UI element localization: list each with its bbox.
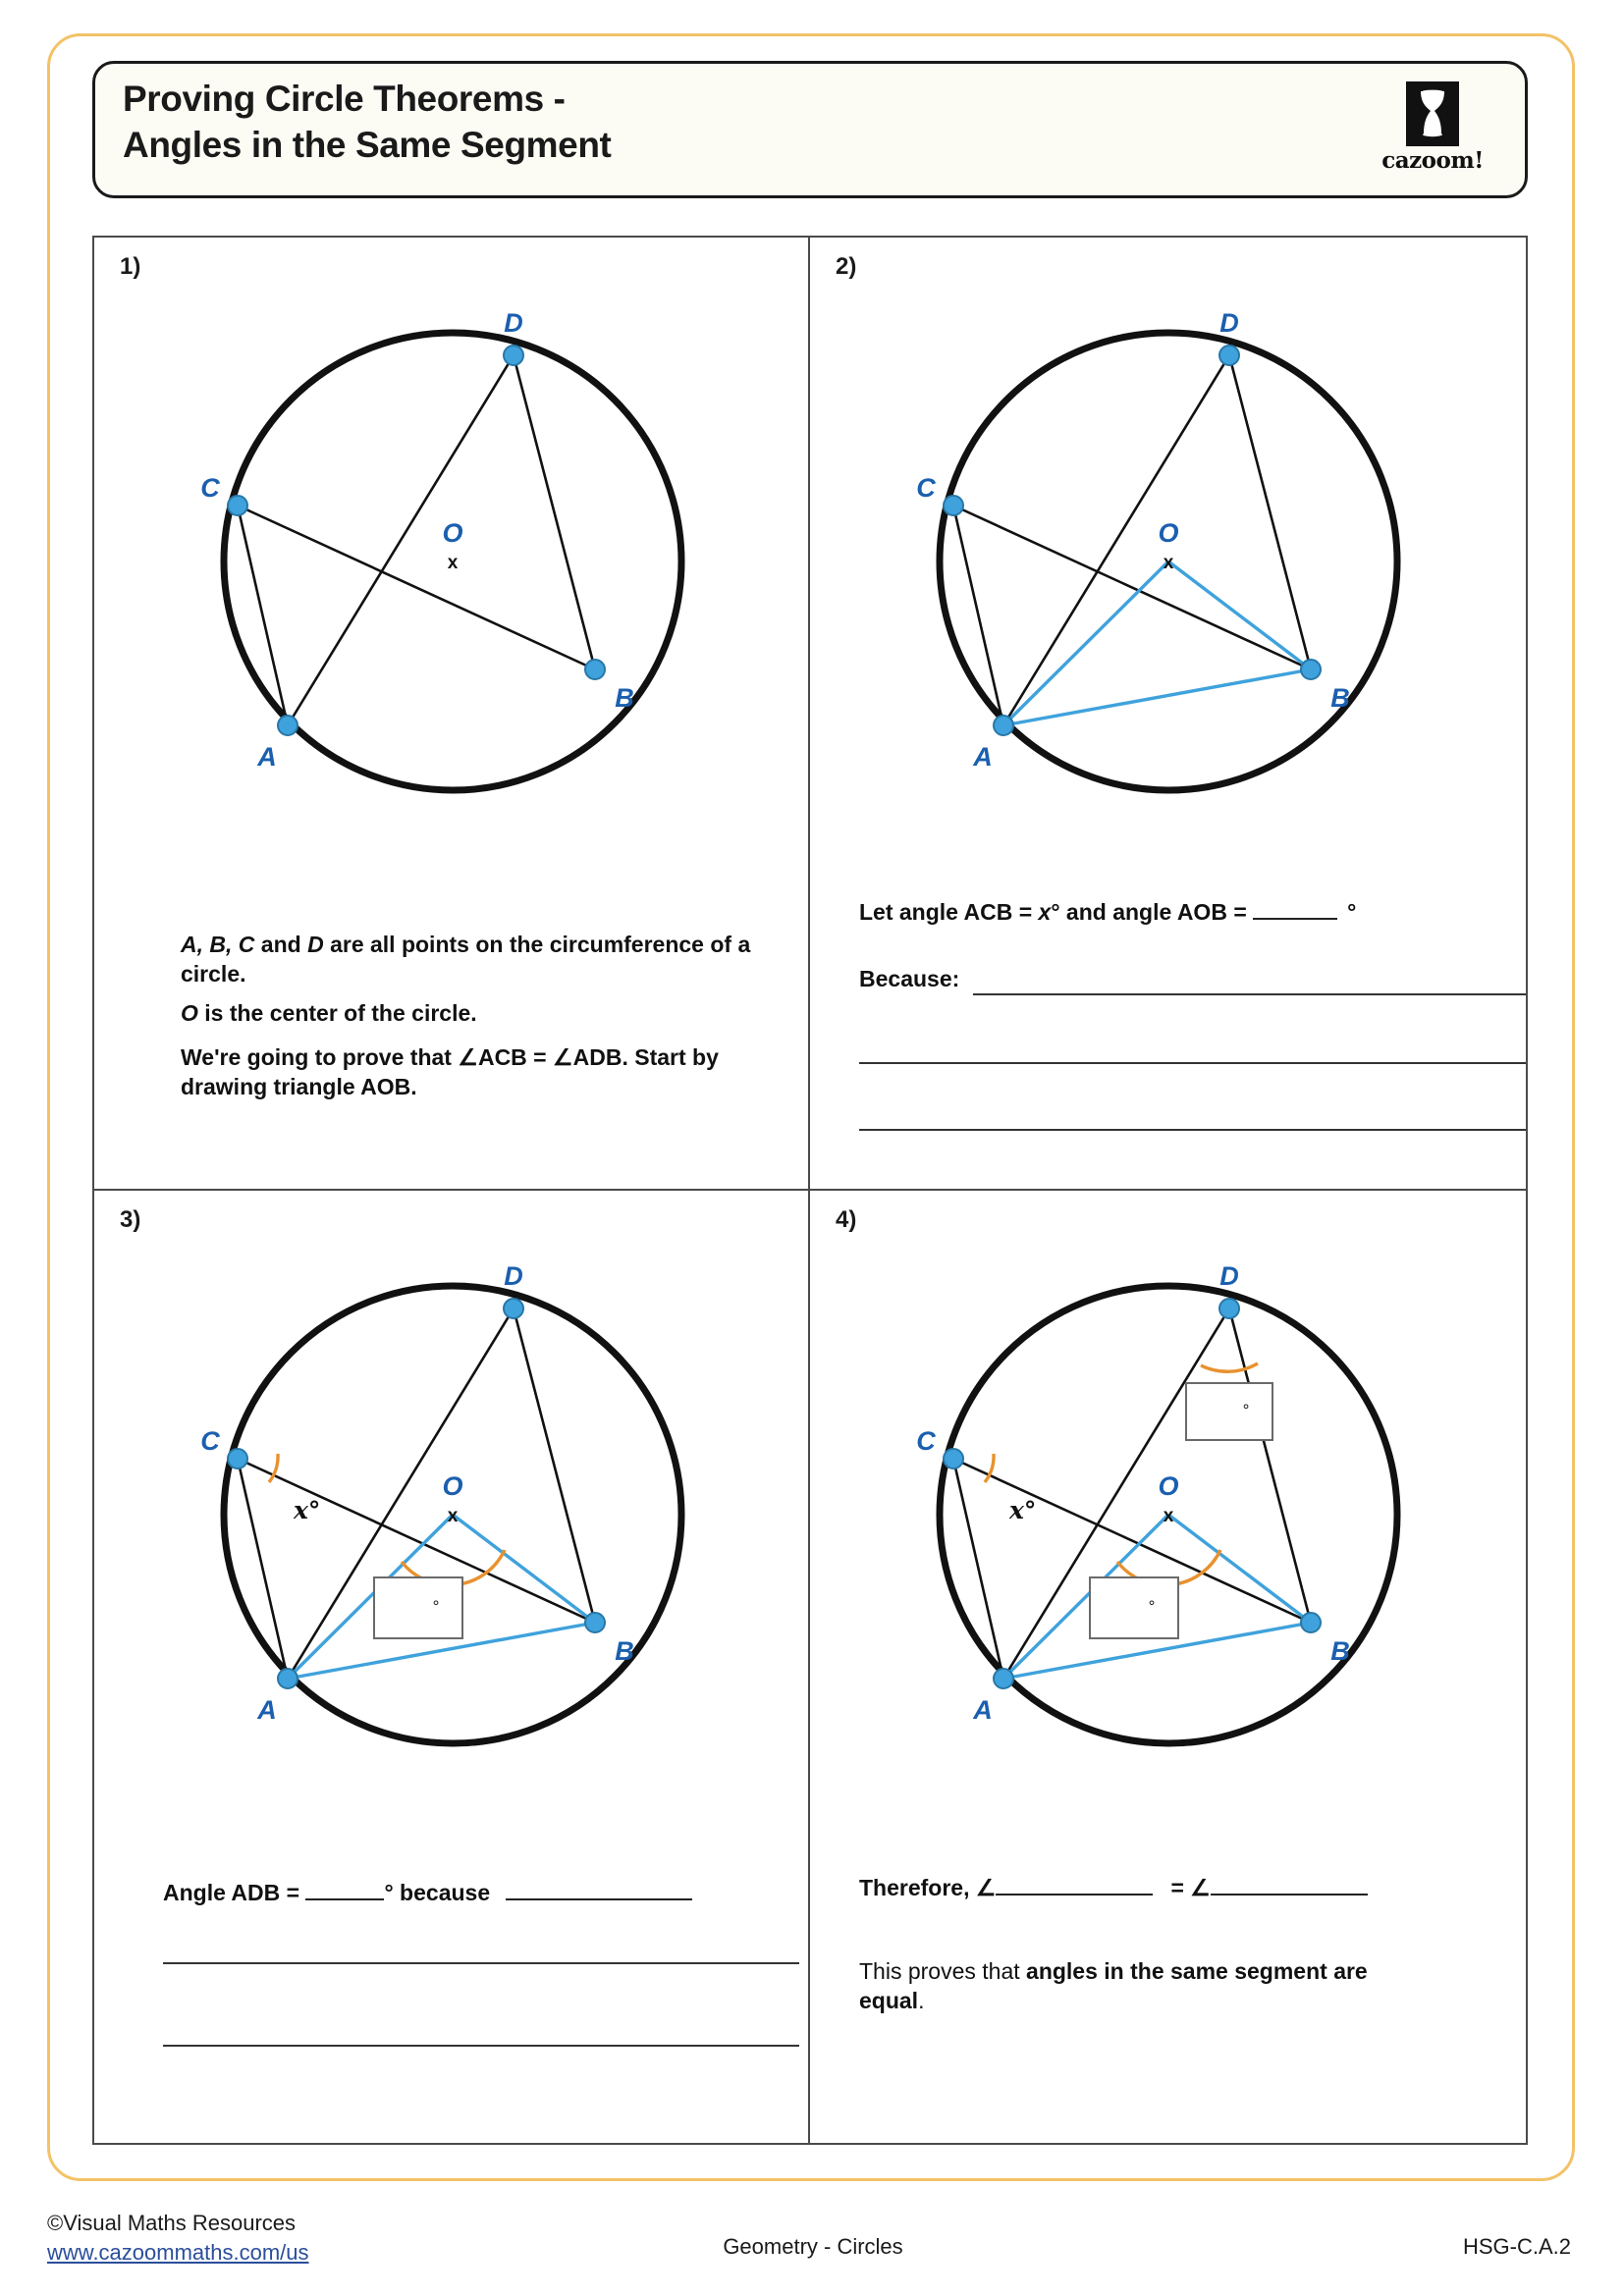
point-label-o: O	[1158, 518, 1179, 548]
point-label-o: O	[442, 518, 463, 548]
point-c	[228, 1449, 247, 1468]
question-number-1: 1)	[120, 253, 141, 280]
q3-angle-prefix: Angle ADB =	[163, 1879, 306, 1905]
worksheet-header	[92, 61, 1528, 198]
point-label-o: O	[1158, 1470, 1179, 1501]
hourglass-goblet-shape	[1413, 88, 1452, 139]
footer-standard-code: HSG-C.A.2	[1462, 2234, 1571, 2259]
q1-point-d: D	[307, 932, 324, 957]
q3-answer-line-3[interactable]	[163, 2045, 799, 2047]
point-label-c: C	[200, 1425, 220, 1456]
point-label-b: B	[615, 1635, 634, 1666]
footer-topic: Geometry - Circles	[723, 2234, 903, 2259]
triangle-side-ob	[1168, 561, 1311, 669]
point-label-d: D	[504, 308, 523, 338]
footer-copyright: ©Visual Maths Resources	[47, 2211, 297, 2235]
page-title	[123, 76, 1105, 169]
q2-aob-answer-blank[interactable]	[1253, 898, 1337, 920]
q2-degree-symbol: °	[1347, 899, 1357, 925]
center-cross-mark: x	[1163, 1505, 1174, 1526]
point-label-d: D	[1219, 1260, 1239, 1291]
point-b	[585, 1613, 605, 1632]
circle-diagram-2	[810, 238, 1526, 915]
q3-degree-because: ° because	[384, 1879, 491, 1905]
question-number-3: 3)	[120, 1205, 141, 1233]
q3-reason-blank[interactable]	[506, 1879, 692, 1900]
q1-statement-3: We're going to prove that ∠ACB = ∠ADB. Start by drawing triangle AOB.	[181, 1044, 719, 1100]
chord-cb	[953, 506, 1311, 669]
angle-arc-acb	[269, 1454, 278, 1482]
point-label-c: C	[916, 1425, 936, 1456]
question-cell-4	[810, 1191, 1526, 2144]
q2-let-mid: ° and angle AOB =	[1051, 899, 1254, 925]
q4-therefore-line	[859, 1873, 1507, 1902]
q3-answer-line-2[interactable]	[163, 1962, 799, 1964]
page-title-line-2: Angles in the Same Segment	[123, 125, 612, 166]
hourglass-goblet-icon	[1406, 81, 1459, 146]
question-grid	[92, 236, 1528, 2145]
q2-let-prefix: Let angle ACB =	[859, 899, 1039, 925]
point-a	[994, 716, 1013, 735]
point-label-c: C	[200, 473, 220, 503]
q2-answer-line-2[interactable]	[859, 1062, 1526, 1064]
question-number-4: 4)	[836, 1205, 857, 1233]
angle-label-x-at-c: x°	[294, 1495, 321, 1524]
point-b	[585, 660, 605, 679]
q4-proves-emphasis: angles in the same segment are equal	[859, 1957, 1368, 2013]
point-label-o: O	[442, 1470, 463, 1501]
q4-right-angle-blank[interactable]	[1211, 1874, 1368, 1896]
point-label-b: B	[1330, 1635, 1350, 1666]
angle-arc-acb	[985, 1454, 994, 1482]
angle-label-x-at-c: x°	[1009, 1495, 1037, 1524]
chord-da	[288, 355, 514, 725]
q2-answer-line-1[interactable]	[973, 993, 1526, 995]
chord-cb	[238, 506, 595, 669]
center-cross-mark: x	[447, 553, 459, 573]
q4-equals-angle: = ∠	[1170, 1874, 1211, 1900]
point-c	[944, 1449, 963, 1468]
q1-circumference-text: are all points on the circumference of a circle.	[181, 932, 751, 988]
point-b	[1301, 1613, 1321, 1632]
q1-statement-2	[181, 998, 770, 1028]
point-label-a: A	[973, 1694, 993, 1725]
chord-db	[514, 355, 595, 669]
logo-wordmark: cazoom!	[1381, 147, 1484, 174]
q1-statement-1	[181, 930, 770, 989]
point-label-b: B	[615, 683, 634, 713]
point-label-a: A	[257, 1694, 277, 1725]
point-a	[994, 1669, 1013, 1688]
page-title-line-1: Proving Circle Theorems -	[123, 79, 566, 119]
point-d	[1219, 346, 1239, 365]
circle-diagram-3	[94, 1191, 810, 1868]
point-d	[504, 346, 523, 365]
angle-arc-adb	[1201, 1363, 1258, 1371]
q2-x-variable: x	[1038, 899, 1052, 925]
triangle-side-ob	[1168, 1515, 1311, 1623]
circle-diagram-4	[810, 1191, 1526, 1868]
point-c	[944, 496, 963, 515]
page-footer	[47, 2209, 1579, 2287]
question-number-2: 2)	[836, 253, 857, 280]
q4-proves-prefix: This proves that	[859, 1957, 1027, 1984]
answer-box-adb-degree: °	[1242, 1400, 1250, 1419]
q2-answer-line-3[interactable]	[859, 1129, 1526, 1131]
answer-box-adb[interactable]	[1186, 1383, 1272, 1440]
center-cross-mark: x	[1163, 553, 1174, 573]
q4-proves-suffix: .	[918, 1987, 925, 2013]
answer-box-aob-degree: °	[432, 1596, 440, 1616]
chord-db	[1229, 1308, 1311, 1623]
chord-db	[1229, 355, 1311, 669]
chord-da	[1003, 355, 1229, 725]
q2-because-label: Because:	[859, 966, 960, 991]
q4-therefore-prefix: Therefore, ∠	[859, 1874, 997, 1900]
q4-proves-line	[859, 1956, 1419, 2016]
q1-points-list: A, B, C	[181, 932, 255, 957]
point-b	[1301, 660, 1321, 679]
q1-center-text: is the center of the circle.	[197, 1000, 477, 1026]
point-d	[1219, 1299, 1239, 1318]
q4-left-angle-blank[interactable]	[996, 1874, 1153, 1896]
question-cell-3	[94, 1191, 810, 2144]
q2-let-line	[859, 897, 1497, 927]
footer-website-link[interactable]: www.cazoommaths.com/us	[47, 2240, 309, 2266]
chord-db	[514, 1308, 595, 1623]
point-d	[504, 1299, 523, 1318]
point-label-a: A	[973, 742, 993, 772]
q1-point-o: O	[181, 1000, 198, 1026]
point-a	[278, 716, 298, 735]
cazoom-logo	[1374, 81, 1491, 172]
point-c	[228, 496, 247, 515]
point-label-a: A	[257, 742, 277, 772]
point-label-b: B	[1330, 683, 1350, 713]
question-cell-1	[94, 238, 810, 1191]
circle-diagram-1	[94, 238, 810, 915]
q3-angle-line	[163, 1878, 801, 1907]
answer-box-aob[interactable]	[374, 1577, 462, 1638]
point-label-d: D	[504, 1260, 523, 1291]
answer-box-aob[interactable]	[1090, 1577, 1178, 1638]
point-label-c: C	[916, 473, 936, 503]
center-cross-mark: x	[447, 1505, 459, 1526]
triangle-side-ob	[453, 1515, 595, 1623]
answer-box-aob-degree: °	[1148, 1596, 1156, 1616]
q1-and: and	[254, 932, 308, 957]
point-a	[278, 1669, 298, 1688]
question-cell-2	[810, 238, 1526, 1191]
point-label-d: D	[1219, 308, 1239, 338]
q3-adb-answer-blank[interactable]	[305, 1879, 384, 1900]
